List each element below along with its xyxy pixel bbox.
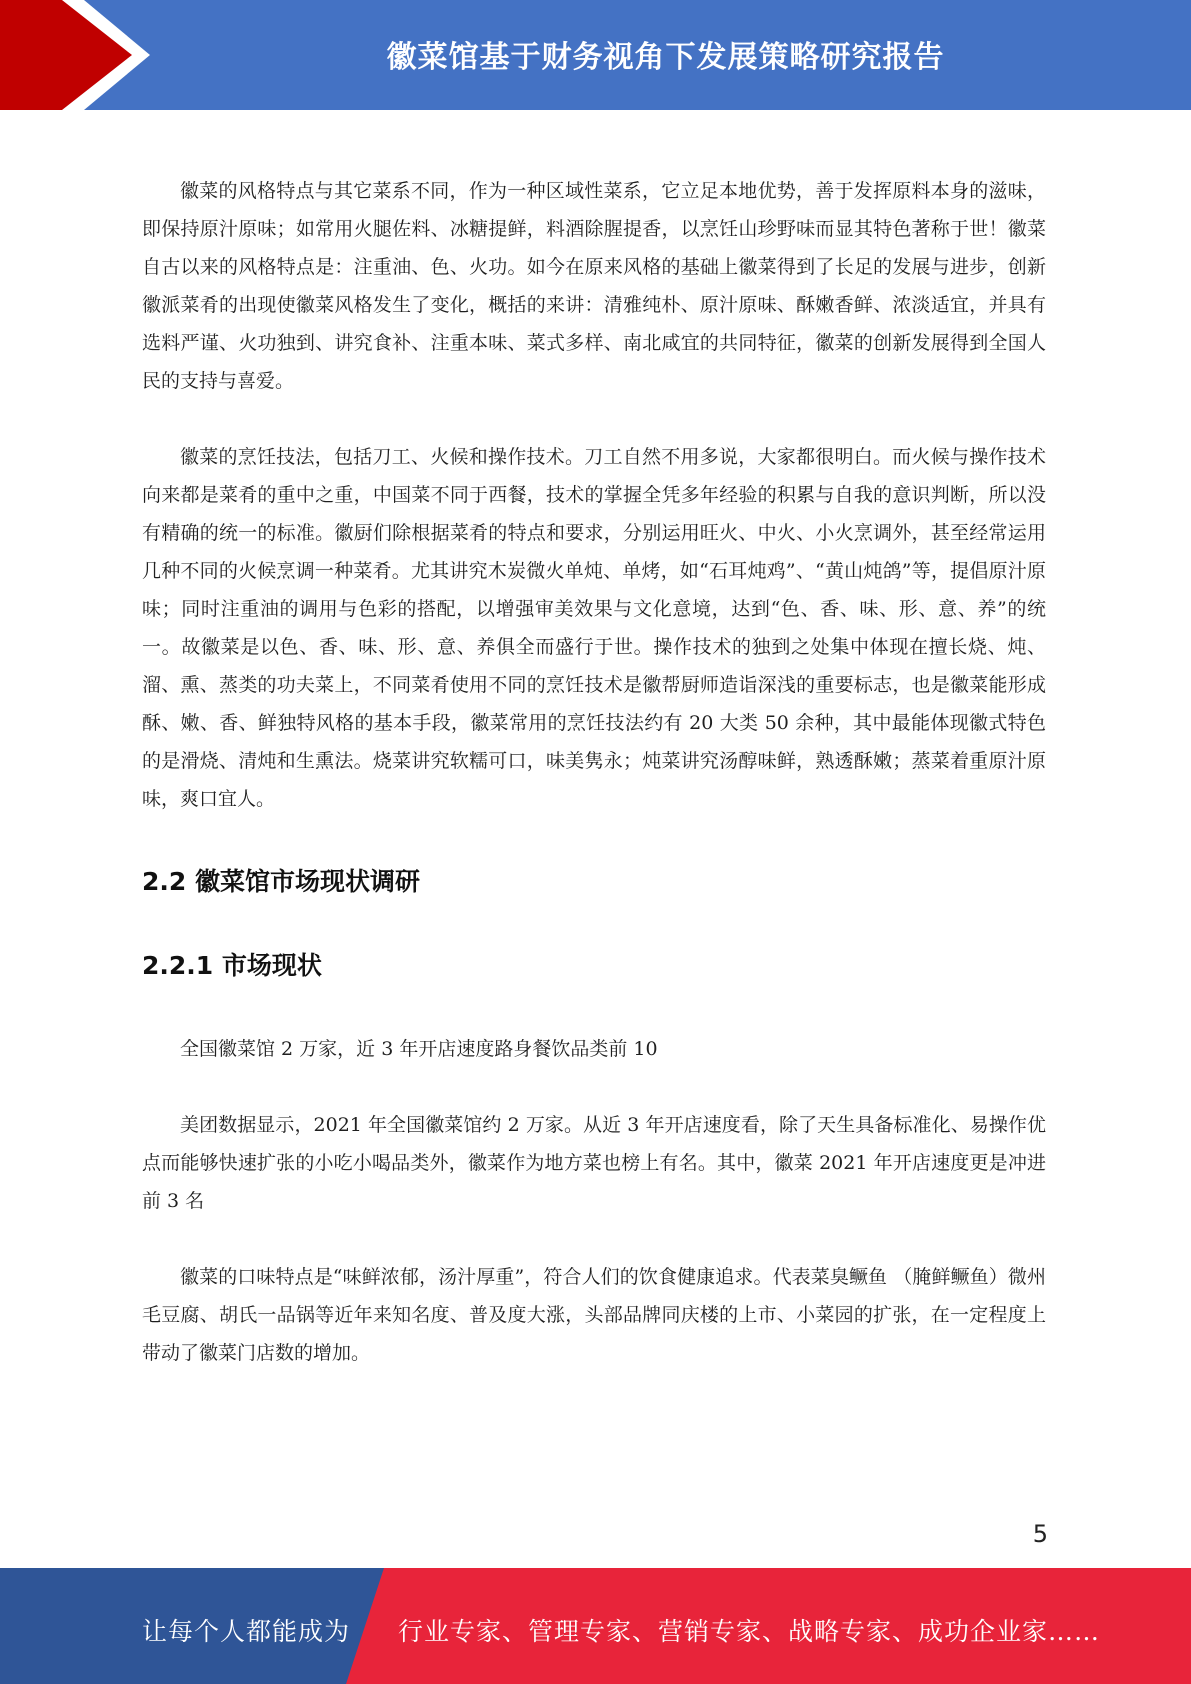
paragraph-meituan-data: 美团数据显示，2021 年全国徽菜馆约 2 万家。从近 3 年开店速度看，除了天生具备标准化、易操作优点而能够快速扩张的小吃小喝品类外，徽菜作为地方菜也榜上有名。其中，徽菜 2021 年开店速度更是冲进前 3 名 (142, 1114, 1046, 1212)
section-heading-2-2: 2.2 徽菜馆市场现状调研 (142, 867, 420, 896)
footer-slogan-left: 让每个人都能成为 (142, 1617, 351, 1646)
document-body (142, 172, 1046, 1372)
paragraph-cooking-techniques: 徽菜的烹饪技法，包括刀工、火候和操作技术。刀工自然不用多说，大家都很明白。而火候与操作技术向来都是菜肴的重中之重，中国菜不同于西餐，技术的掌握全凭多年经验的积累与自我的意识判断，所以没有精确的统一的标准。徽厨们除根据菜肴的特点和要求，分别运用旺火、中火、小火烹调外，甚至经常运用几种不同的火候烹调一种菜肴。尤其讲究木炭微火单炖、单烤，如“石耳炖鸡”、“黄山炖鸽”等，提倡原汁原味；同时注重油的调用与色彩的搭配，以增强审美效果与文化意境，达到“色、香、味、形、意、养”的统一。故徽菜是以色、香、味、形、意、养俱全而盛行于世。操作技术的独到之处集中体现在擅长烧、炖、溜、熏、蒸类的功夫菜上，不同菜肴使用不同的烹饪技术是徽帮厨师造诣深浅的重要标志，也是徽菜能形成酥、嫩、香、鲜独特风格的基本手段，徽菜常用的烹饪技法约有 20 大类 50 余种，其中最能体现徽式特色的是滑烧、清炖和生熏法。烧菜讲究软糯可口，味美隽永；炖菜讲究汤醇味鲜，熟透酥嫩；蒸菜着重原汁原味，爽口宜人。 (142, 446, 1046, 810)
report-title: 徽菜馆基于财务视角下发展策略研究报告 (386, 40, 945, 75)
page-footer (0, 1568, 1191, 1684)
paragraph-store-count: 全国徽菜馆 2 万家，近 3 年开店速度路身餐饮品类前 10 (180, 1038, 658, 1060)
page-number: 5 (1032, 1520, 1048, 1548)
paragraph-taste-features: 徽菜的口味特点是“味鲜浓郁，汤汁厚重”，符合人们的饮食健康追求。代表菜臭鳜鱼 （腌鲜鳜鱼）微州毛豆腐、胡氏一品锅等近年来知名度、普及度大涨，头部品牌同庆楼的上市、小菜园的扩张，在一定程度上带动了徽菜门店数的增加。 (142, 1266, 1046, 1364)
section-heading-2-2-1: 2.2.1 市场现状 (142, 951, 322, 980)
footer-slogan-right: 行业专家、管理专家、营销专家、战略专家、成功企业家…… (398, 1617, 1101, 1646)
paragraph-style-features: 徽菜的风格特点与其它菜系不同，作为一种区域性菜系，它立足本地优势，善于发挥原料本身的滋味，即保持原汁原味；如常用火腿佐料、冰糖提鲜，料酒除腥提香，以烹饪山珍野味而显其特色著称于世！徽菜自古以来的风格特点是：注重油、色、火功。如今在原来风格的基础上徽菜得到了长足的发展与进步，创新徽派菜肴的出现使徽菜风格发生了变化，概括的来讲：清雅纯朴、原汁原味、酥嫩香鲜、浓淡适宜，并具有选料严谨、火功独到、讲究食补、注重本味、菜式多样、南北咸宜的共同特征，徽菜的创新发展得到全国人民的支持与喜爱。 (142, 180, 1046, 392)
page-header (0, 0, 1191, 110)
